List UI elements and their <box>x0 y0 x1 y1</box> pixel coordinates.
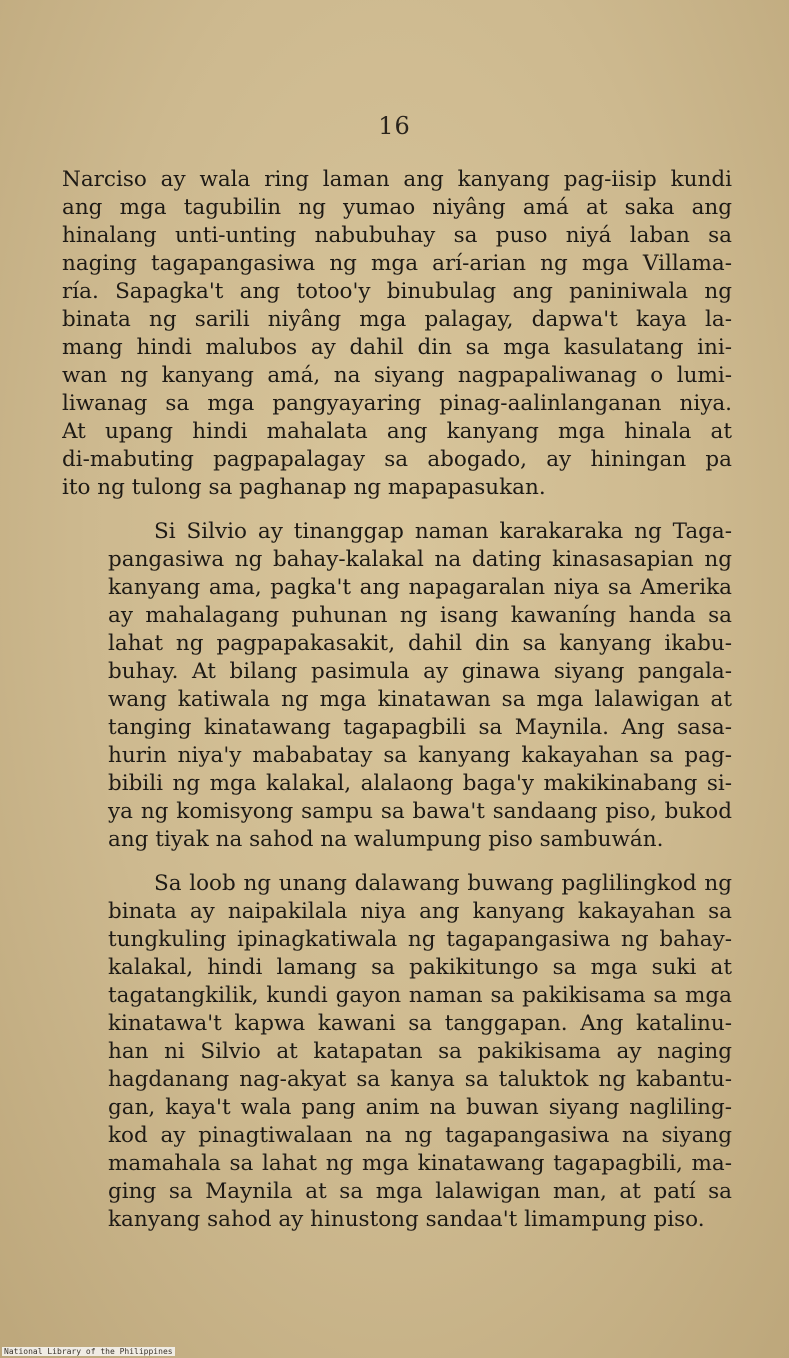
paragraph-3 <box>62 870 732 1234</box>
text-line: buhay. At bilang pasimula ay ginawa siyang pangala- <box>108 659 732 684</box>
paragraph-2 <box>62 518 732 854</box>
text-line: ito ng tulong sa paghanap ng mapapasukan. <box>62 475 546 500</box>
text-line: hurin niya'y mababatay sa kanyang kakayahan sa pag- <box>108 743 732 768</box>
text-line: mamahala sa lahat ng mga kinatawang tagapagbili, ma- <box>108 1151 732 1176</box>
text-line: Sa loob ng unang dalawang buwang paglilingkod ng <box>154 871 732 896</box>
text-line: pangasiwa ng bahay-kalakal na dating kinasasapian ng <box>108 547 732 572</box>
text-line: tungkuling ipinagkatiwala ng tagapangasiwa ng bahay- <box>108 927 732 952</box>
text-line: hagdanang nag-akyat sa kanya sa taluktok ng kabantu- <box>108 1067 732 1092</box>
text-line: tagatangkilik, kundi gayon naman sa pakikisama sa mga <box>108 983 732 1008</box>
text-line: bibili ng mga kalakal, alalaong baga'y makikinabang si- <box>108 771 732 796</box>
text-line: kalakal, hindi lamang sa pakikitungo sa mga suki at <box>108 955 732 980</box>
text-line: ging sa Maynila at sa mga lalawigan man, at patí sa <box>108 1179 732 1204</box>
text-line: Si Silvio ay tinanggap naman karakaraka ng Taga- <box>154 519 732 544</box>
text-line: wang katiwala ng mga kinatawan sa mga lalawigan at <box>108 687 732 712</box>
text-line: tanging kinatawang tagapagbili sa Maynila. Ang sasa- <box>108 715 732 740</box>
text-line: kanyang ama, pagka't ang napagaralan niya sa Amerika <box>108 575 732 600</box>
text-line: han ni Silvio at katapatan sa pakikisama ay naging <box>108 1039 732 1064</box>
text-line: kinatawa't kapwa kawani sa tanggapan. Ang katalinu- <box>108 1011 732 1036</box>
text-line: ang mga tagubilin ng yumao niyâng amá at saka ang <box>62 195 732 220</box>
text-line: At upang hindi mahalata ang kanyang mga hinala at <box>62 419 732 444</box>
text-line: ría. Sapagka't ang totoo'y binubulag ang paniniwala ng <box>62 279 732 304</box>
text-line: lahat ng pagpapakasakit, dahil din sa kanyang ikabu- <box>108 631 732 656</box>
text-line: Narciso ay wala ring laman ang kanyang pag-iisip kundi <box>62 167 732 192</box>
text-line: mang hindi malubos ay dahil din sa mga kasulatang ini- <box>62 335 732 360</box>
text-line: liwanag sa mga pangyayaring pinag-aalinlanganan niya. <box>62 391 732 416</box>
text-line: di-mabuting pagpapalagay sa abogado, ay hiningan pa <box>62 447 732 472</box>
text-line: kanyang sahod ay hinustong sandaa't limampung piso. <box>108 1207 705 1232</box>
text-line: ya ng komisyong sampu sa bawa't sandaang piso, bukod <box>108 799 732 824</box>
text-line: binata ay naipakilala niya ang kanyang kakayahan sa <box>108 899 732 924</box>
text-line: kod ay pinagtiwalaan na ng tagapangasiwa na siyang <box>108 1123 732 1148</box>
text-line: gan, kaya't wala pang anim na buwan siyang nagliling- <box>108 1095 732 1120</box>
text-line: naging tagapangasiwa ng mga arí-arian ng mga Villama- <box>62 251 732 276</box>
text-line: hinalang unti-unting nabubuhay sa puso niyá laban sa <box>62 223 732 248</box>
body-text <box>62 166 732 1234</box>
text-line: ang tiyak na sahod na walumpung piso sambuwán. <box>108 827 664 852</box>
page-number: 16 <box>378 112 411 140</box>
paragraph-1 <box>62 166 732 502</box>
text-line: wan ng kanyang amá, na siyang nagpapaliwanag o lumi- <box>62 363 732 388</box>
text-line: binata ng sarili niyâng mga palagay, dapwa't kaya la- <box>62 307 732 332</box>
library-credit: National Library of the Philippines <box>4 1347 173 1356</box>
text-line: ay mahalagang puhunan ng isang kawaníng handa sa <box>108 603 732 628</box>
